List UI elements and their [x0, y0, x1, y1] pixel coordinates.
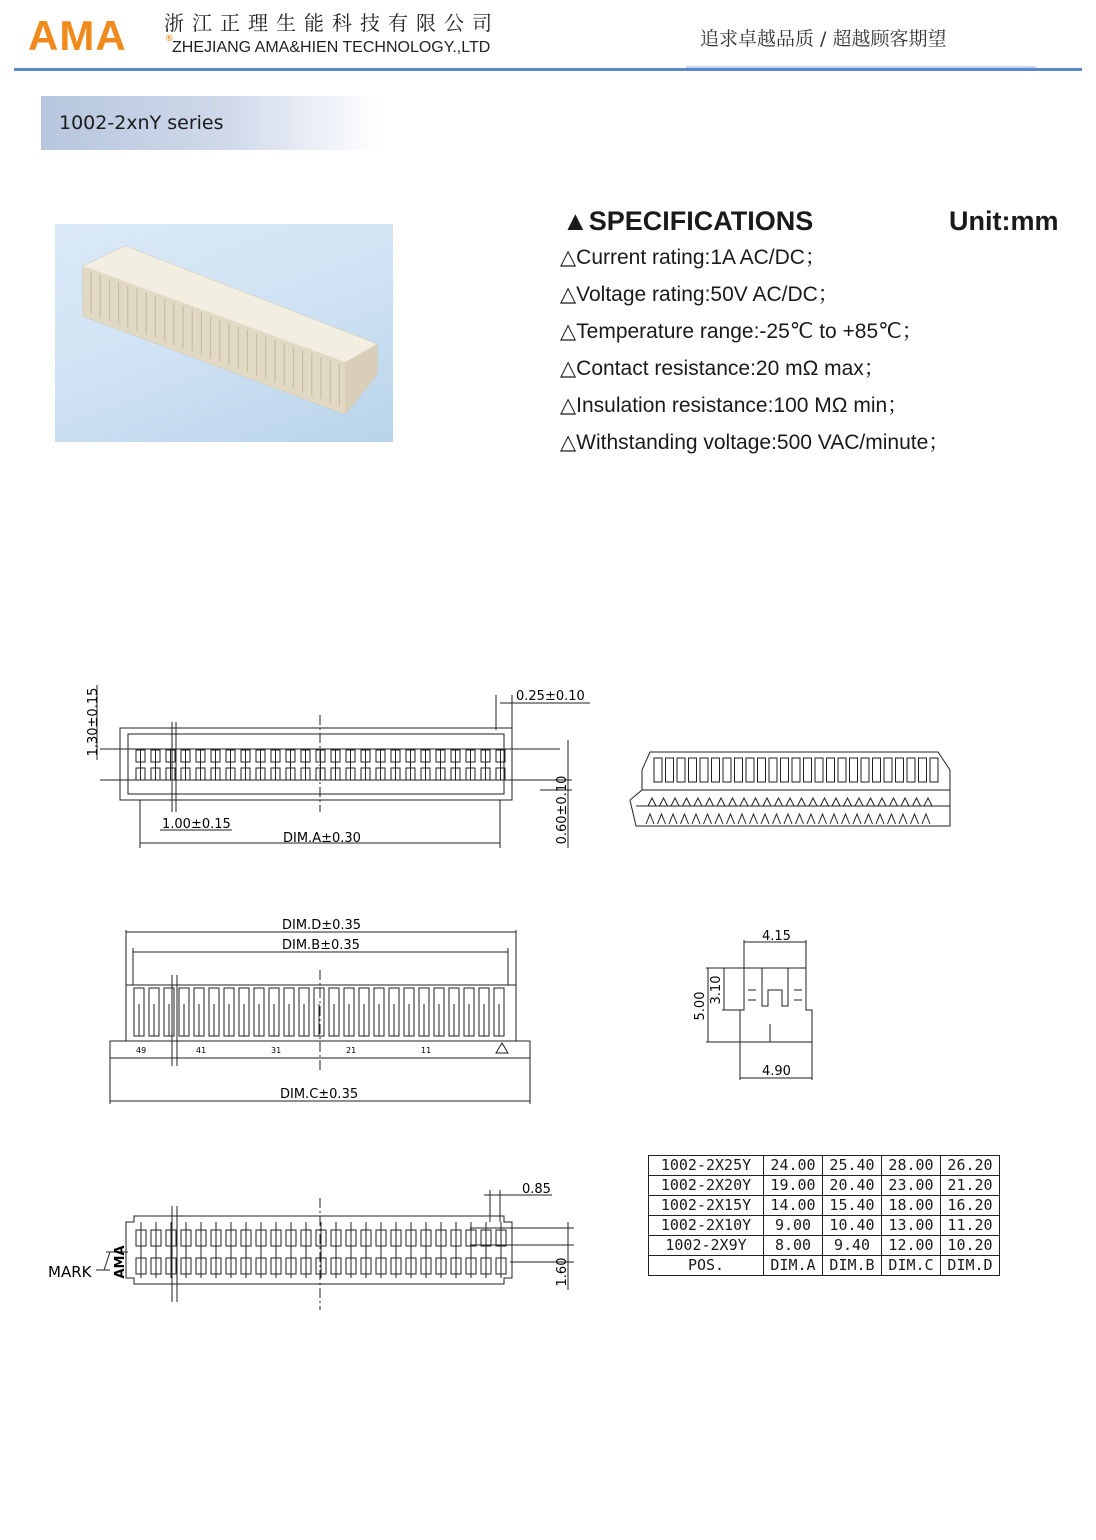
table-row: [649, 1196, 1000, 1216]
table-header-cell: DIM.C: [882, 1256, 941, 1276]
table-header-cell: DIM.A: [764, 1256, 823, 1276]
table-cell: 1002-2X20Y: [649, 1176, 764, 1196]
contact-slot: [758, 758, 766, 782]
company-name-cn: 浙江正理生能科技有限公司: [164, 11, 500, 35]
pin-number-41: 41: [196, 1046, 207, 1055]
dim-label-dim-d: DIM.D±0.35: [282, 918, 362, 933]
spec-current-rating: △Current rating:1A AC/DC；: [560, 246, 826, 269]
contact-slot: [735, 758, 743, 782]
contact-slot: [896, 758, 904, 782]
company-name-en: ZHEJIANG AMA&HIEN TECHNOLOGY.,LTD: [172, 39, 491, 56]
series-title: 1002-2xnY series: [41, 96, 381, 150]
dim-label-dim-a: DIM.A±0.30: [283, 831, 361, 846]
contact-slot: [792, 758, 800, 782]
contact-slot: [930, 758, 938, 782]
table-header-cell: DIM.B: [823, 1256, 882, 1276]
dim-label-4-15: 4.15: [762, 929, 791, 944]
table-cell: 10.40: [823, 1216, 882, 1236]
contact-slot: [815, 758, 823, 782]
contact-slot: [677, 758, 685, 782]
dim-label-0-85: 0.85: [522, 1182, 551, 1197]
table-cell: 21.20: [941, 1176, 1000, 1196]
isometric-view-drawing: [630, 752, 950, 826]
table-cell: 9.40: [823, 1236, 882, 1256]
spec-contact-resistance: △Contact resistance:20 mΩ max；: [560, 357, 885, 380]
front-view-drawing: [110, 930, 530, 1104]
table-header-cell: POS.: [649, 1256, 764, 1276]
dim-label-5-00: 5.00: [693, 991, 708, 1021]
table-header-cell: DIM.D: [941, 1256, 1000, 1276]
contact-slot: [666, 758, 674, 782]
table-row: [649, 1156, 1000, 1176]
contact-slot: [884, 758, 892, 782]
contact-slot: [804, 758, 812, 782]
contact-slot: [723, 758, 731, 782]
unit-label: Unit:mm: [949, 206, 1059, 236]
table-cell: 19.00: [764, 1176, 823, 1196]
contact-slot: [769, 758, 777, 782]
side-view-drawing: [706, 940, 812, 1080]
table-cell: 16.20: [941, 1196, 1000, 1216]
table-cell: 1002-2X25Y: [649, 1156, 764, 1176]
dim-label-pitch: 1.00±0.15: [162, 817, 231, 832]
footprint-drawing: [96, 1190, 574, 1310]
contact-slot: [712, 758, 720, 782]
spec-insulation-resistance: △Insulation resistance:100 MΩ min；: [560, 394, 909, 417]
table-cell: 15.40: [823, 1196, 882, 1216]
table-cell: 13.00: [882, 1216, 941, 1236]
contact-slot: [700, 758, 708, 782]
pin-number-21: 21: [346, 1046, 357, 1055]
table-cell: 10.20: [941, 1236, 1000, 1256]
table-cell: 28.00: [882, 1156, 941, 1176]
spec-withstanding-voltage: △Withstanding voltage:500 VAC/minute；: [560, 431, 950, 454]
dim-label-dim-b: DIM.B±0.35: [282, 938, 360, 953]
table-row: [649, 1216, 1000, 1236]
contact-slot: [746, 758, 754, 782]
contact-slot: [689, 758, 697, 782]
contact-slot: [919, 758, 927, 782]
dim-label-dim-c: DIM.C±0.35: [280, 1087, 359, 1102]
specifications-title: ▲SPECIFICATIONS: [562, 206, 814, 236]
table-cell: 1002-2X9Y: [649, 1236, 764, 1256]
contact-slot: [873, 758, 881, 782]
pin-number-11: 11: [421, 1046, 432, 1055]
table-cell: 9.00: [764, 1216, 823, 1236]
mark-label: MARK: [48, 1263, 92, 1281]
table-cell: 23.00: [882, 1176, 941, 1196]
logo-text: AMA: [28, 12, 127, 59]
spec-voltage-rating: △Voltage rating:50V AC/DC；: [560, 283, 839, 306]
contact-slot: [861, 758, 869, 782]
contact-slot: [654, 758, 662, 782]
contact-slot: [827, 758, 835, 782]
dim-label-4-90: 4.90: [762, 1064, 791, 1079]
slogan: 追求卓越品质 / 超越顾客期望: [700, 28, 947, 50]
table-row: [649, 1236, 1000, 1256]
table-cell: 1002-2X10Y: [649, 1216, 764, 1236]
dim-label-1-60: 1.60: [555, 1257, 570, 1287]
dim-label-0-60: 0.60±0.10: [555, 775, 570, 845]
table-row: [649, 1176, 1000, 1196]
contact-slot: [907, 758, 915, 782]
contact-slot: [781, 758, 789, 782]
registered-mark: ®: [166, 33, 174, 43]
table-cell: 12.00: [882, 1236, 941, 1256]
table-cell: 1002-2X15Y: [649, 1196, 764, 1216]
pin-number-49: 49: [136, 1046, 147, 1055]
table-cell: 25.40: [823, 1156, 882, 1176]
footprint-logo: AMA: [113, 1245, 128, 1279]
table-cell: 8.00: [764, 1236, 823, 1256]
table-cell: 18.00: [882, 1196, 941, 1216]
table-cell: 11.20: [941, 1216, 1000, 1236]
table-cell: 14.00: [764, 1196, 823, 1216]
table-cell: 24.00: [764, 1156, 823, 1176]
spec-temperature-range: △Temperature range:-25℃ to +85℃；: [560, 320, 923, 343]
pin-number-31: 31: [271, 1046, 282, 1055]
contact-slot: [838, 758, 846, 782]
dim-label-0-25: 0.25±0.10: [516, 689, 585, 704]
dim-label-3-10: 3.10: [709, 975, 724, 1005]
top-view-outline: [120, 728, 512, 800]
dim-label-1-30: 1.30±0.15: [86, 687, 101, 757]
contact-slot: [850, 758, 858, 782]
table-cell: 26.20: [941, 1156, 1000, 1176]
dimension-table: [648, 1155, 1000, 1276]
table-header-row: [649, 1256, 1000, 1276]
table-cell: 20.40: [823, 1176, 882, 1196]
